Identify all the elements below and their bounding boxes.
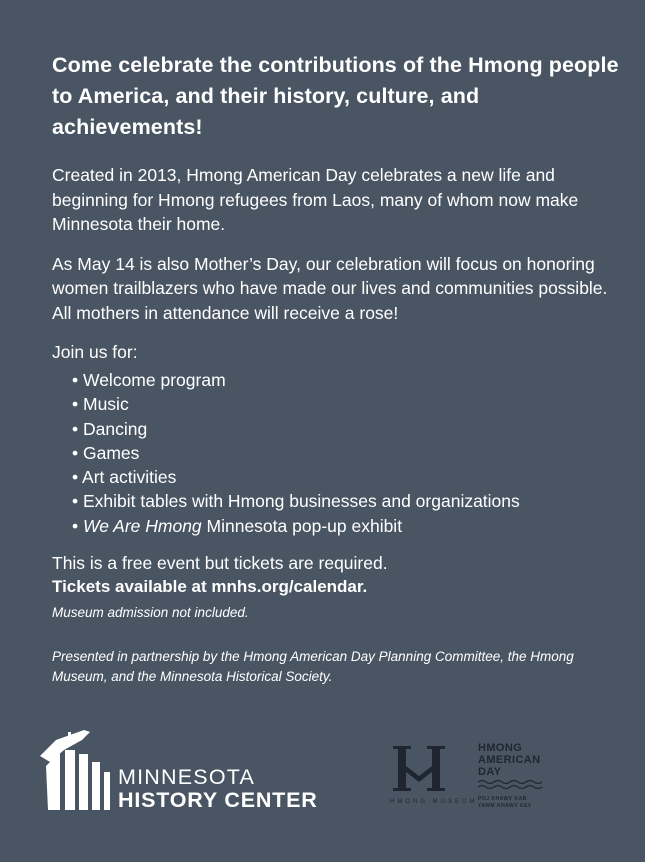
- list-item: • Dancing: [72, 417, 622, 441]
- intro-paragraph: Created in 2013, Hmong American Day celebrates a new life and beginning for Hmong refugees from Laos, many of whom now make Minnesota their home.: [52, 165, 579, 234]
- headline: Come celebrate the contributions of the Hmong people to America, and their history, culture, and achievements!: [52, 53, 619, 139]
- had-line3: DAY: [478, 766, 502, 778]
- hmong-museum-label: HMONG MUSEUM: [390, 799, 478, 805]
- flyer-content: [52, 50, 622, 687]
- free-event-text: This is a free event but tickets are required.: [52, 553, 388, 574]
- list-item: • Welcome program: [72, 368, 622, 392]
- exhibit-rest: Minnesota pop-up exhibit: [201, 515, 403, 536]
- wave-icon: [478, 779, 548, 791]
- activity-list: [52, 368, 622, 538]
- mothers-day-paragraph: As May 14 is also Mother’s Day, our celebration will focus on honoring women trailblazers who have made our lives and communities possible. All mothers in attendance will receive a rose!: [52, 253, 608, 323]
- had-sub1: POJ KHAWV KAB: [478, 796, 527, 802]
- join-label: Join us for:: [52, 342, 138, 362]
- had-sub2: YAWM KHAWV KEV: [478, 803, 532, 809]
- had-line1: HMONG: [478, 742, 523, 754]
- list-item-exhibit: [72, 514, 622, 538]
- list-item: • Exhibit tables with Hmong businesses and organizations: [72, 489, 622, 513]
- mhc-name-line2: HISTORY CENTER: [118, 788, 318, 812]
- mhc-name-line1: MINNESOTA: [118, 765, 256, 789]
- had-line2: AMERICAN: [478, 754, 541, 766]
- list-item: • Games: [72, 441, 622, 465]
- tickets-text: Tickets available at mnhs.org/calendar.: [52, 577, 368, 597]
- exhibit-title: We Are Hmong: [83, 515, 202, 536]
- partnership-note: Presented in partnership by the Hmong American Day Planning Committee, the Hmong Museum, and the Minnesota Historical Society.: [52, 649, 574, 685]
- hmong-american-day-logo: [478, 742, 548, 810]
- admission-note: Museum admission not included.: [52, 605, 249, 621]
- list-item: • Art activities: [72, 465, 622, 489]
- list-item: • Music: [72, 392, 622, 416]
